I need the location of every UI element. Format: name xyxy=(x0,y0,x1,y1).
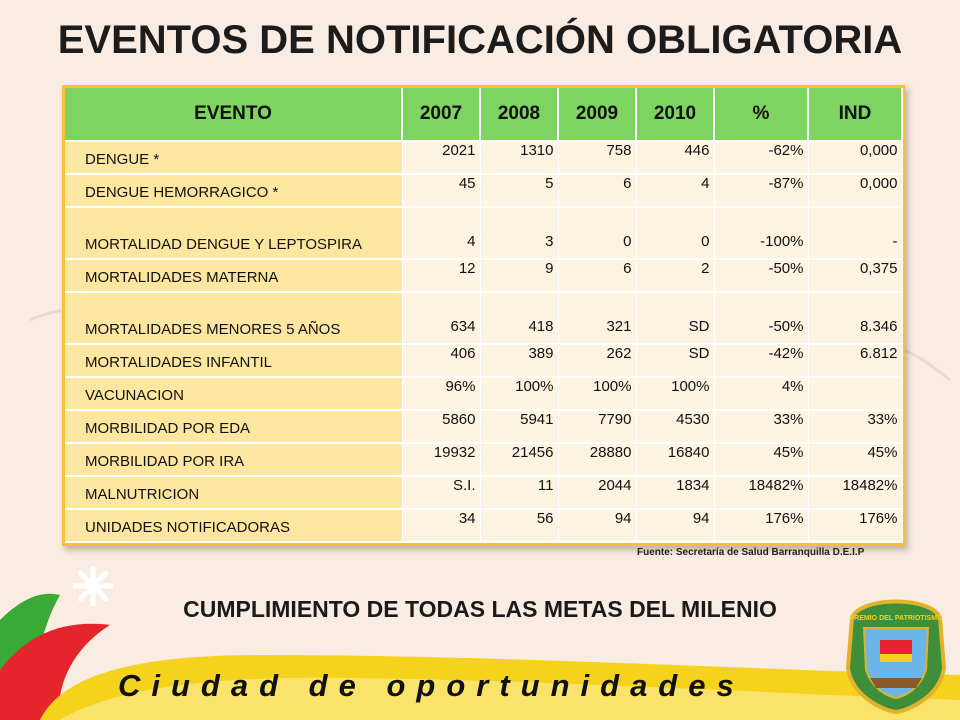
cell-2009: 28880 xyxy=(558,443,636,476)
table-row xyxy=(65,259,902,292)
header-2009: 2009 xyxy=(558,88,636,141)
cell-2009: 758 xyxy=(558,141,636,174)
table-header-row xyxy=(65,88,902,141)
cell-2010: 100% xyxy=(636,377,714,410)
cell-2008: 9 xyxy=(480,259,558,292)
cell-ind: - xyxy=(808,207,902,259)
cell-ind: 33% xyxy=(808,410,902,443)
cell-percent: -100% xyxy=(714,207,808,259)
table-row xyxy=(65,443,902,476)
cell-2008: 389 xyxy=(480,344,558,377)
table-row xyxy=(65,292,902,344)
table-row xyxy=(65,476,902,509)
cell-2008: 5941 xyxy=(480,410,558,443)
cell-2010: SD xyxy=(636,292,714,344)
cell-2010: 446 xyxy=(636,141,714,174)
header-2010: 2010 xyxy=(636,88,714,141)
cell-ind: 0,000 xyxy=(808,174,902,207)
cell-ind: 8.346 xyxy=(808,292,902,344)
cell-2007: 2021 xyxy=(402,141,480,174)
cell-2008: 56 xyxy=(480,509,558,542)
cell-2008: 21456 xyxy=(480,443,558,476)
slogan: Ciudad de oportunidades xyxy=(118,668,745,703)
cell-event: MORBILIDAD POR EDA xyxy=(65,410,402,443)
cell-percent: -50% xyxy=(714,259,808,292)
cell-2007: 634 xyxy=(402,292,480,344)
cell-percent: -50% xyxy=(714,292,808,344)
cell-ind: 6.812 xyxy=(808,344,902,377)
cell-event: MORTALIDADES MATERNA xyxy=(65,259,402,292)
cell-2009: 2044 xyxy=(558,476,636,509)
cell-2008: 100% xyxy=(480,377,558,410)
cell-ind: 176% xyxy=(808,509,902,542)
cell-2007: 4 xyxy=(402,207,480,259)
cell-event: MALNUTRICION xyxy=(65,476,402,509)
cell-ind: 0,375 xyxy=(808,259,902,292)
header-ind: IND xyxy=(808,88,902,141)
cell-2008: 5 xyxy=(480,174,558,207)
cell-2007: 12 xyxy=(402,259,480,292)
header-2008: 2008 xyxy=(480,88,558,141)
cell-2007: 34 xyxy=(402,509,480,542)
table-row xyxy=(65,141,902,174)
cell-event: DENGUE * xyxy=(65,141,402,174)
header-2007: 2007 xyxy=(402,88,480,141)
cell-2007: 406 xyxy=(402,344,480,377)
cell-percent: 33% xyxy=(714,410,808,443)
cell-2010: 16840 xyxy=(636,443,714,476)
table-row xyxy=(65,174,902,207)
header-percent: % xyxy=(714,88,808,141)
cell-2010: 4 xyxy=(636,174,714,207)
cell-2008: 418 xyxy=(480,292,558,344)
cell-ind: 45% xyxy=(808,443,902,476)
cell-event: UNIDADES NOTIFICADORAS xyxy=(65,509,402,542)
subtitle: CUMPLIMIENTO DE TODAS LAS METAS DEL MILENIO xyxy=(183,596,777,622)
cell-percent: 4% xyxy=(714,377,808,410)
cell-2007: 96% xyxy=(402,377,480,410)
cell-2007: 19932 xyxy=(402,443,480,476)
cell-2010: 94 xyxy=(636,509,714,542)
cell-2010: 0 xyxy=(636,207,714,259)
header-evento: EVENTO xyxy=(65,88,402,141)
cell-2009: 262 xyxy=(558,344,636,377)
cell-ind: 0,000 xyxy=(808,141,902,174)
cell-percent: -42% xyxy=(714,344,808,377)
cell-2008: 11 xyxy=(480,476,558,509)
cell-2009: 6 xyxy=(558,259,636,292)
table-row xyxy=(65,509,902,542)
notification-table xyxy=(62,85,905,546)
cell-percent: -87% xyxy=(714,174,808,207)
cell-2008: 3 xyxy=(480,207,558,259)
cell-2009: 6 xyxy=(558,174,636,207)
cell-2009: 100% xyxy=(558,377,636,410)
cell-event: MORTALIDADES MENORES 5 AÑOS xyxy=(65,292,402,344)
cell-2008: 1310 xyxy=(480,141,558,174)
source-note: Fuente: Secretaría de Salud Barranquilla D.E.I.P xyxy=(637,547,865,558)
cell-ind: 18482% xyxy=(808,476,902,509)
cell-2007: S.I. xyxy=(402,476,480,509)
cell-event: MORTALIDAD DENGUE Y LEPTOSPIRA xyxy=(65,207,402,259)
cell-2009: 321 xyxy=(558,292,636,344)
crest-text: PREMIO DEL PATRIOTISMO xyxy=(849,615,943,622)
cell-2009: 7790 xyxy=(558,410,636,443)
page-title: EVENTOS DE NOTIFICACIÓN OBLIGATORIA xyxy=(57,18,903,62)
cell-event: MORBILIDAD POR IRA xyxy=(65,443,402,476)
cell-ind xyxy=(808,377,902,410)
cell-2007: 45 xyxy=(402,174,480,207)
cell-2009: 94 xyxy=(558,509,636,542)
cell-2010: 2 xyxy=(636,259,714,292)
cell-2010: SD xyxy=(636,344,714,377)
table-row xyxy=(65,207,902,259)
crest-icon xyxy=(840,588,952,714)
cell-2010: 4530 xyxy=(636,410,714,443)
cell-2009: 0 xyxy=(558,207,636,259)
table-row xyxy=(65,377,902,410)
cell-event: DENGUE HEMORRAGICO * xyxy=(65,174,402,207)
table-row xyxy=(65,344,902,377)
cell-percent: 18482% xyxy=(714,476,808,509)
cell-percent: 176% xyxy=(714,509,808,542)
cell-2010: 1834 xyxy=(636,476,714,509)
cell-percent: 45% xyxy=(714,443,808,476)
cell-event: VACUNACION xyxy=(65,377,402,410)
table-row xyxy=(65,410,902,443)
cell-2007: 5860 xyxy=(402,410,480,443)
cell-event: MORTALIDADES INFANTIL xyxy=(65,344,402,377)
cell-percent: -62% xyxy=(714,141,808,174)
